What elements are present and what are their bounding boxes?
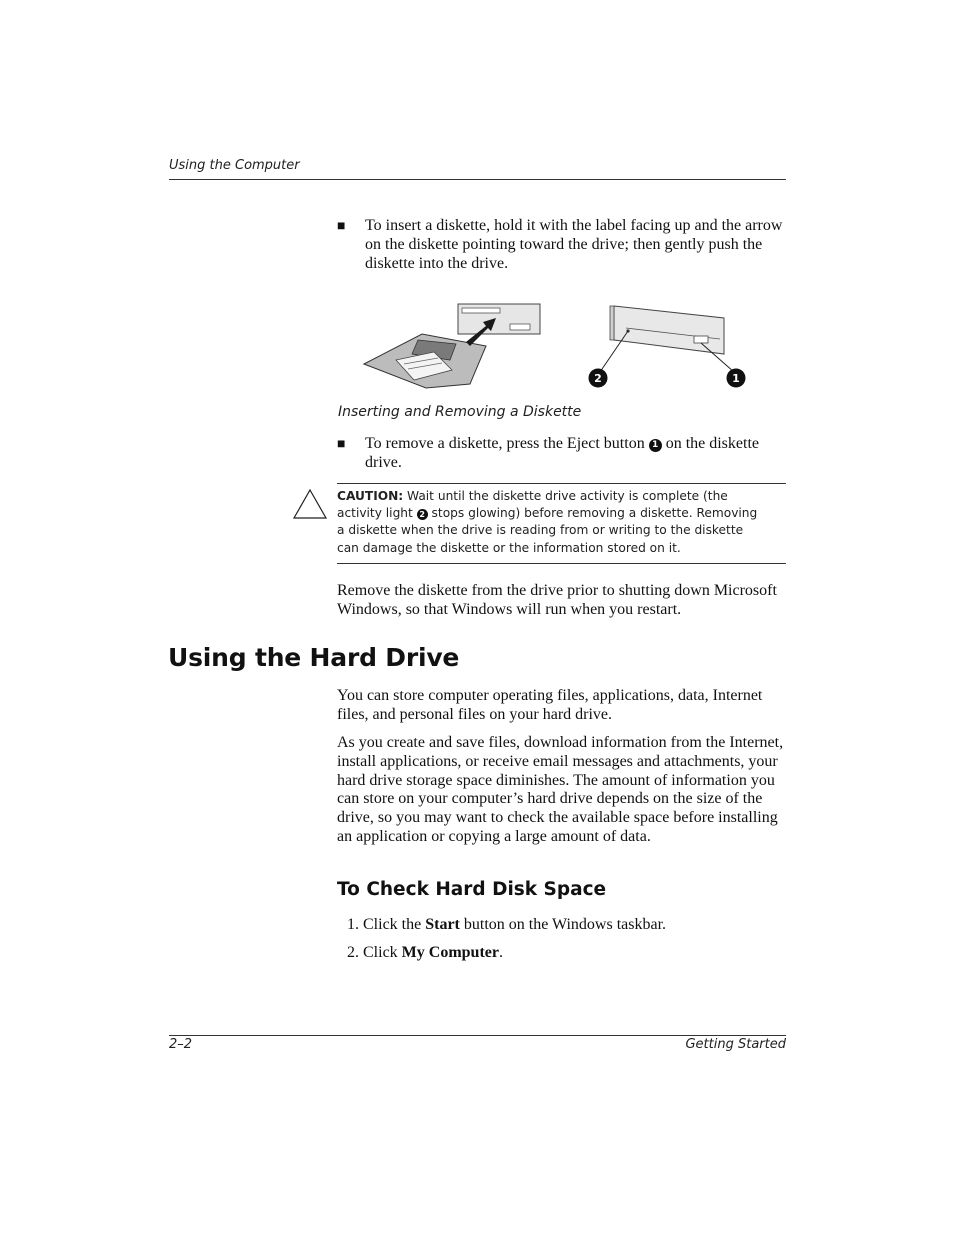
step-1: 1. Click the Start button on the Windows taskbar. xyxy=(347,916,667,933)
callout-2-inline: 2 xyxy=(417,509,428,520)
caution-label: CAUTION: xyxy=(337,489,404,503)
bullet-marker: ■ xyxy=(337,219,346,234)
diskette-figure xyxy=(360,296,760,396)
hard-drive-para-1: You can store computer operating files, applications, data, Internet files, and personal files on your hard drive. xyxy=(337,687,763,723)
insert-bullet xyxy=(337,216,787,273)
caution-rule-top xyxy=(337,483,786,484)
footer-rule xyxy=(169,1035,786,1036)
header-rule xyxy=(169,179,786,180)
running-header: Using the Computer xyxy=(169,158,300,173)
caution-triangle-icon xyxy=(292,487,328,521)
bullet-marker: ■ xyxy=(337,437,346,452)
figure-caption: Inserting and Removing a Diskette xyxy=(338,404,582,420)
insert-bullet-text: To insert a diskette, hold it with the label facing up and the arrow on the diskette pointing toward the drive; then gently push the diskette into the drive. xyxy=(365,217,783,272)
caution-rule-bottom xyxy=(337,563,786,564)
subsection-heading: To Check Hard Disk Space xyxy=(337,879,607,900)
step-2: 2. Click My Computer. xyxy=(347,944,503,961)
book-title: Getting Started xyxy=(685,1037,786,1052)
diskette-insert-illustration xyxy=(364,304,540,388)
callout-2-label: 2 xyxy=(594,372,602,385)
callout-1-label: 1 xyxy=(732,372,740,385)
section-heading: Using the Hard Drive xyxy=(168,643,460,672)
callout-1-inline: 1 xyxy=(649,439,662,452)
remove-bullet xyxy=(337,434,787,472)
hard-drive-para-2: As you create and save files, download information from the Internet, install applications, or receive email messages and attachments, your hard drive storage space diminishes. The amount of information you can store on your computer’s hard drive depends on the size of the drive, so you may want to check the available space before installing an application or copying a large amount of data. xyxy=(337,734,784,845)
diskette-drive-illustration xyxy=(589,306,746,388)
remove-bullet-text: To remove a diskette, press the Eject button 1 on the diskette drive. xyxy=(365,435,759,471)
remove-paragraph: Remove the diskette from the drive prior to shutting down Microsoft Windows, so that Windows will run when you restart. xyxy=(337,582,777,618)
caution-text: CAUTION: Wait until the diskette drive activity is complete (the activity light 2 stops glowing) before removing a diskette. Removing a diskette when the drive is reading from or writing to the diskette can damage the diskette or the information stored on it. xyxy=(337,489,758,555)
page-number: 2–2 xyxy=(169,1037,193,1052)
